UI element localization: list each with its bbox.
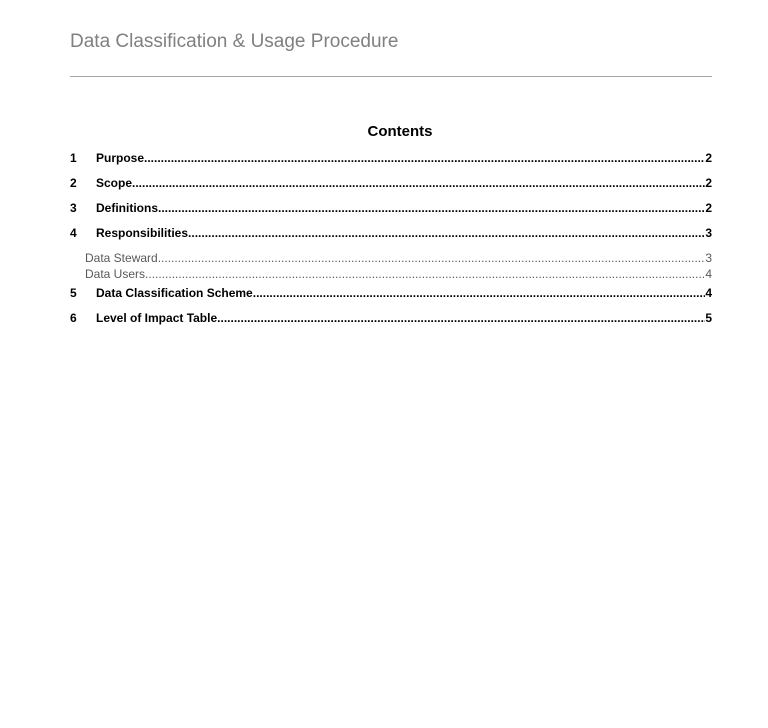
toc-leader-dots	[158, 250, 706, 266]
toc-entry-page: 5	[705, 311, 712, 325]
document-header-title: Data Classification & Usage Procedure	[70, 31, 399, 52]
toc-entry-data-classification-scheme[interactable]	[70, 285, 712, 310]
toc-entry-page: 4	[705, 267, 712, 281]
toc-entry-page: 2	[705, 176, 712, 190]
toc-entry-label: Level of Impact Table	[96, 311, 218, 325]
toc-entry-number: 5	[70, 286, 77, 300]
toc-leader-dots	[253, 285, 706, 302]
header-divider	[70, 76, 712, 77]
toc-entry-label: Data Steward	[85, 251, 158, 265]
toc-entry-page: 2	[705, 151, 712, 165]
toc-title: Contents	[367, 123, 433, 140]
toc-entry-label: Purpose	[96, 151, 145, 165]
toc-entry-purpose[interactable]	[70, 150, 712, 175]
toc-leader-dots	[132, 175, 705, 192]
toc-entry-page: 3	[705, 226, 712, 240]
toc-entry-page: 4	[705, 286, 712, 300]
toc-entry-number: 4	[70, 226, 77, 240]
toc-entry-label: Definitions	[96, 201, 158, 215]
toc-entry-number: 6	[70, 311, 77, 325]
toc-leader-dots	[188, 225, 705, 242]
toc-entry-scope[interactable]	[70, 175, 712, 200]
toc-entry-page: 2	[705, 201, 712, 215]
table-of-contents	[70, 150, 712, 335]
toc-leader-dots	[158, 200, 705, 217]
toc-leader-dots	[217, 310, 705, 327]
toc-entry-label: Responsibilities	[96, 226, 189, 240]
toc-entry-data-users[interactable]	[70, 266, 712, 282]
toc-entry-page: 3	[705, 251, 712, 265]
toc-entry-label: Data Classification Scheme	[96, 286, 253, 300]
toc-leader-dots	[144, 150, 705, 167]
toc-entry-responsibilities[interactable]	[70, 225, 712, 250]
toc-entry-label: Data Users	[85, 267, 146, 281]
toc-entry-label: Scope	[96, 176, 133, 190]
toc-leader-dots	[145, 266, 705, 282]
toc-entry-number: 3	[70, 201, 77, 215]
toc-entry-data-steward[interactable]	[70, 250, 712, 266]
toc-entry-number: 2	[70, 176, 77, 190]
toc-entry-number: 1	[70, 151, 77, 165]
toc-entry-level-of-impact-table[interactable]	[70, 310, 712, 335]
toc-entry-definitions[interactable]	[70, 200, 712, 225]
